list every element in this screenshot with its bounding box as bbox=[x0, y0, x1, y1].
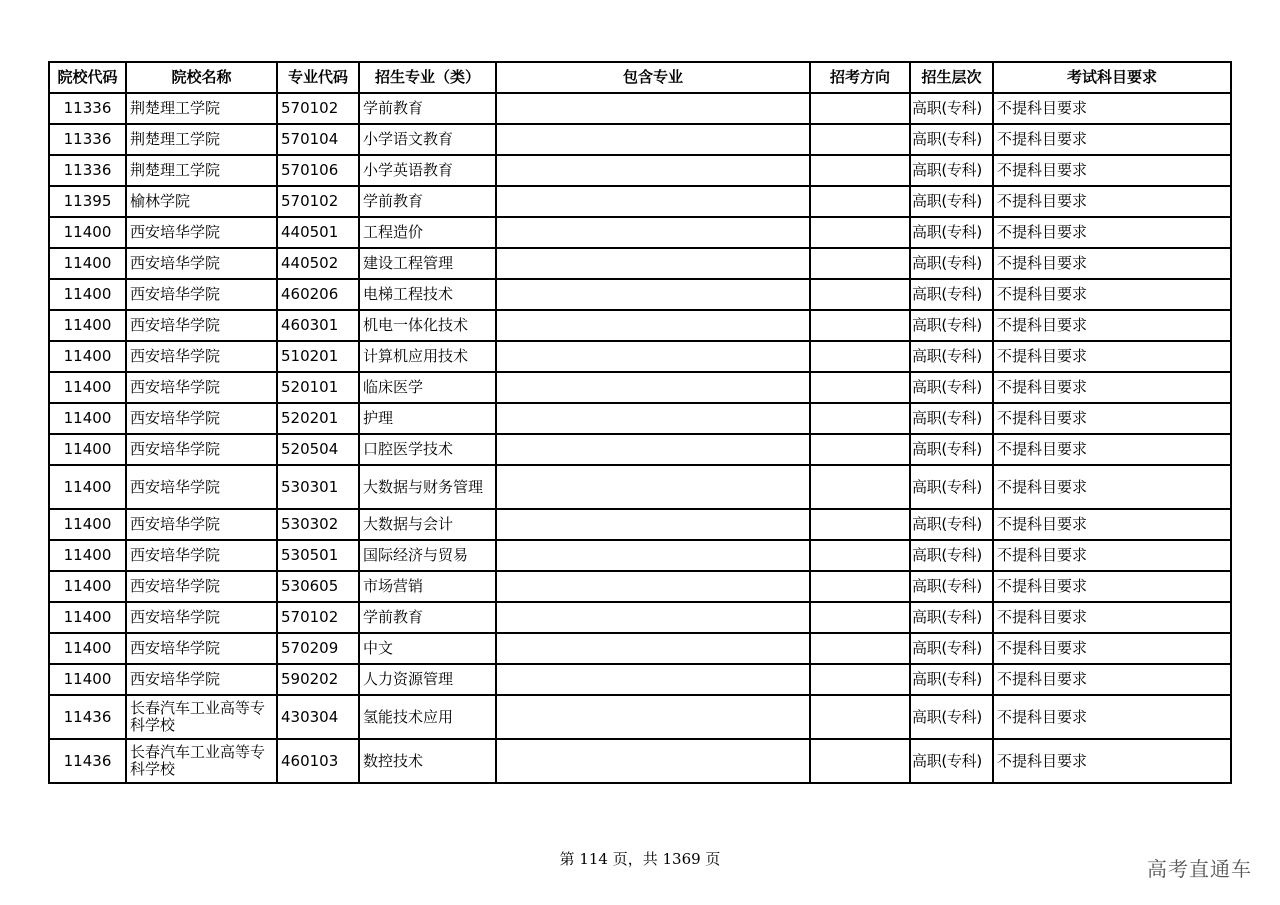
cell-school-code: 11400 bbox=[49, 571, 126, 602]
cell-included-majors bbox=[496, 664, 810, 695]
cell-major: 大数据与财务管理 bbox=[359, 465, 496, 509]
cell-subject-requirement: 不提科目要求 bbox=[993, 310, 1231, 341]
cell-direction bbox=[810, 739, 910, 783]
cell-major-code: 510201 bbox=[277, 341, 359, 372]
cell-direction bbox=[810, 372, 910, 403]
cell-subject-requirement: 不提科目要求 bbox=[993, 155, 1231, 186]
table-row bbox=[49, 310, 1231, 341]
cell-major-code: 520504 bbox=[277, 434, 359, 465]
cell-school-code: 11400 bbox=[49, 602, 126, 633]
cell-subject-requirement: 不提科目要求 bbox=[993, 509, 1231, 540]
cell-school-name: 西安培华学院 bbox=[126, 434, 277, 465]
cell-school-name: 荆楚理工学院 bbox=[126, 155, 277, 186]
cell-included-majors bbox=[496, 372, 810, 403]
cell-major: 口腔医学技术 bbox=[359, 434, 496, 465]
cell-major-code: 520101 bbox=[277, 372, 359, 403]
cell-included-majors bbox=[496, 509, 810, 540]
cell-school-name: 西安培华学院 bbox=[126, 403, 277, 434]
cell-level: 高职(专科) bbox=[910, 509, 993, 540]
cell-subject-requirement: 不提科目要求 bbox=[993, 664, 1231, 695]
cell-direction bbox=[810, 279, 910, 310]
cell-school-code: 11400 bbox=[49, 509, 126, 540]
cell-school-code: 11400 bbox=[49, 540, 126, 571]
page-number: 第 114 页，共 1369 页 bbox=[559, 850, 721, 868]
cell-included-majors bbox=[496, 695, 810, 739]
table-row bbox=[49, 124, 1231, 155]
cell-school-name: 荆楚理工学院 bbox=[126, 93, 277, 124]
table-row bbox=[49, 372, 1231, 403]
cell-level: 高职(专科) bbox=[910, 664, 993, 695]
cell-included-majors bbox=[496, 186, 810, 217]
cell-level: 高职(专科) bbox=[910, 571, 993, 602]
table-row bbox=[49, 93, 1231, 124]
cell-subject-requirement: 不提科目要求 bbox=[993, 124, 1231, 155]
cell-level: 高职(专科) bbox=[910, 124, 993, 155]
header-subject-requirement: 考试科目要求 bbox=[993, 62, 1231, 93]
cell-school-code: 11395 bbox=[49, 186, 126, 217]
cell-major-code: 570102 bbox=[277, 93, 359, 124]
cell-school-name: 荆楚理工学院 bbox=[126, 124, 277, 155]
header-row bbox=[49, 62, 1231, 93]
table-row bbox=[49, 434, 1231, 465]
cell-direction bbox=[810, 186, 910, 217]
cell-included-majors bbox=[496, 248, 810, 279]
cell-level: 高职(专科) bbox=[910, 186, 993, 217]
cell-included-majors bbox=[496, 403, 810, 434]
cell-subject-requirement: 不提科目要求 bbox=[993, 465, 1231, 509]
cell-direction bbox=[810, 571, 910, 602]
cell-included-majors bbox=[496, 633, 810, 664]
cell-subject-requirement: 不提科目要求 bbox=[993, 434, 1231, 465]
cell-subject-requirement: 不提科目要求 bbox=[993, 372, 1231, 403]
cell-level: 高职(专科) bbox=[910, 217, 993, 248]
cell-major: 数控技术 bbox=[359, 739, 496, 783]
table-body bbox=[49, 93, 1231, 783]
cell-level: 高职(专科) bbox=[910, 465, 993, 509]
cell-level: 高职(专科) bbox=[910, 310, 993, 341]
cell-direction bbox=[810, 695, 910, 739]
cell-level: 高职(专科) bbox=[910, 695, 993, 739]
cell-direction bbox=[810, 465, 910, 509]
cell-school-name: 西安培华学院 bbox=[126, 248, 277, 279]
cell-direction bbox=[810, 540, 910, 571]
table-row bbox=[49, 279, 1231, 310]
cell-level: 高职(专科) bbox=[910, 403, 993, 434]
header-level: 招生层次 bbox=[910, 62, 993, 93]
table-row bbox=[49, 540, 1231, 571]
cell-school-code: 11400 bbox=[49, 434, 126, 465]
cell-subject-requirement: 不提科目要求 bbox=[993, 403, 1231, 434]
cell-major: 计算机应用技术 bbox=[359, 341, 496, 372]
cell-school-code: 11336 bbox=[49, 155, 126, 186]
table-row bbox=[49, 633, 1231, 664]
cell-major-code: 570102 bbox=[277, 186, 359, 217]
header-direction: 招考方向 bbox=[810, 62, 910, 93]
cell-included-majors bbox=[496, 602, 810, 633]
table-row bbox=[49, 155, 1231, 186]
cell-included-majors bbox=[496, 341, 810, 372]
cell-major: 中文 bbox=[359, 633, 496, 664]
header-school-name: 院校名称 bbox=[126, 62, 277, 93]
cell-direction bbox=[810, 509, 910, 540]
cell-school-name: 长春汽车工业高等专科学校 bbox=[126, 695, 277, 739]
cell-level: 高职(专科) bbox=[910, 279, 993, 310]
cell-subject-requirement: 不提科目要求 bbox=[993, 93, 1231, 124]
cell-major-code: 570209 bbox=[277, 633, 359, 664]
cell-level: 高职(专科) bbox=[910, 739, 993, 783]
cell-major-code: 530501 bbox=[277, 540, 359, 571]
cell-level: 高职(专科) bbox=[910, 248, 993, 279]
cell-school-name: 西安培华学院 bbox=[126, 217, 277, 248]
cell-major-code: 570104 bbox=[277, 124, 359, 155]
cell-subject-requirement: 不提科目要求 bbox=[993, 602, 1231, 633]
cell-school-code: 11400 bbox=[49, 217, 126, 248]
cell-major-code: 530302 bbox=[277, 509, 359, 540]
cell-major: 临床医学 bbox=[359, 372, 496, 403]
cell-included-majors bbox=[496, 124, 810, 155]
cell-subject-requirement: 不提科目要求 bbox=[993, 540, 1231, 571]
table-row bbox=[49, 403, 1231, 434]
cell-major: 学前教育 bbox=[359, 93, 496, 124]
table-row bbox=[49, 695, 1231, 739]
cell-subject-requirement: 不提科目要求 bbox=[993, 186, 1231, 217]
cell-direction bbox=[810, 341, 910, 372]
cell-school-name: 西安培华学院 bbox=[126, 602, 277, 633]
cell-school-code: 11400 bbox=[49, 279, 126, 310]
cell-major-code: 460301 bbox=[277, 310, 359, 341]
cell-included-majors bbox=[496, 217, 810, 248]
cell-subject-requirement: 不提科目要求 bbox=[993, 341, 1231, 372]
cell-major: 建设工程管理 bbox=[359, 248, 496, 279]
cell-direction bbox=[810, 602, 910, 633]
cell-included-majors bbox=[496, 739, 810, 783]
cell-school-code: 11400 bbox=[49, 372, 126, 403]
cell-subject-requirement: 不提科目要求 bbox=[993, 739, 1231, 783]
table-row bbox=[49, 509, 1231, 540]
cell-major: 国际经济与贸易 bbox=[359, 540, 496, 571]
cell-school-code: 11400 bbox=[49, 310, 126, 341]
cell-major: 机电一体化技术 bbox=[359, 310, 496, 341]
table-row bbox=[49, 465, 1231, 509]
cell-level: 高职(专科) bbox=[910, 372, 993, 403]
cell-subject-requirement: 不提科目要求 bbox=[993, 633, 1231, 664]
cell-level: 高职(专科) bbox=[910, 93, 993, 124]
cell-major: 氢能技术应用 bbox=[359, 695, 496, 739]
cell-major: 人力资源管理 bbox=[359, 664, 496, 695]
cell-school-name: 西安培华学院 bbox=[126, 664, 277, 695]
cell-subject-requirement: 不提科目要求 bbox=[993, 571, 1231, 602]
cell-school-name: 西安培华学院 bbox=[126, 571, 277, 602]
table-row bbox=[49, 341, 1231, 372]
cell-level: 高职(专科) bbox=[910, 602, 993, 633]
table-row bbox=[49, 571, 1231, 602]
cell-major: 护理 bbox=[359, 403, 496, 434]
cell-major: 学前教育 bbox=[359, 602, 496, 633]
cell-school-code: 11400 bbox=[49, 664, 126, 695]
cell-major: 学前教育 bbox=[359, 186, 496, 217]
cell-direction bbox=[810, 217, 910, 248]
cell-included-majors bbox=[496, 571, 810, 602]
cell-major-code: 570102 bbox=[277, 602, 359, 633]
cell-included-majors bbox=[496, 155, 810, 186]
admissions-table bbox=[48, 61, 1232, 784]
cell-school-name: 长春汽车工业高等专科学校 bbox=[126, 739, 277, 783]
cell-direction bbox=[810, 310, 910, 341]
cell-major-code: 520201 bbox=[277, 403, 359, 434]
cell-level: 高职(专科) bbox=[910, 155, 993, 186]
cell-major-code: 570106 bbox=[277, 155, 359, 186]
cell-school-code: 11436 bbox=[49, 739, 126, 783]
cell-included-majors bbox=[496, 310, 810, 341]
cell-included-majors bbox=[496, 465, 810, 509]
header-major-code: 专业代码 bbox=[277, 62, 359, 93]
table-row bbox=[49, 186, 1231, 217]
cell-included-majors bbox=[496, 434, 810, 465]
cell-direction bbox=[810, 434, 910, 465]
cell-subject-requirement: 不提科目要求 bbox=[993, 279, 1231, 310]
cell-school-name: 西安培华学院 bbox=[126, 372, 277, 403]
watermark: 高考直通车 bbox=[1147, 857, 1252, 881]
cell-direction bbox=[810, 664, 910, 695]
cell-subject-requirement: 不提科目要求 bbox=[993, 248, 1231, 279]
header-included-majors: 包含专业 bbox=[496, 62, 810, 93]
cell-school-name: 西安培华学院 bbox=[126, 540, 277, 571]
table-row bbox=[49, 602, 1231, 633]
cell-direction bbox=[810, 403, 910, 434]
cell-school-name: 西安培华学院 bbox=[126, 279, 277, 310]
cell-major-code: 590202 bbox=[277, 664, 359, 695]
cell-school-code: 11400 bbox=[49, 403, 126, 434]
cell-subject-requirement: 不提科目要求 bbox=[993, 217, 1231, 248]
cell-school-code: 11400 bbox=[49, 633, 126, 664]
cell-major-code: 530301 bbox=[277, 465, 359, 509]
header-school-code: 院校代码 bbox=[49, 62, 126, 93]
cell-school-code: 11400 bbox=[49, 341, 126, 372]
cell-major: 大数据与会计 bbox=[359, 509, 496, 540]
cell-school-code: 11336 bbox=[49, 124, 126, 155]
cell-school-code: 11400 bbox=[49, 465, 126, 509]
cell-major-code: 460103 bbox=[277, 739, 359, 783]
cell-school-name: 西安培华学院 bbox=[126, 633, 277, 664]
cell-direction bbox=[810, 124, 910, 155]
cell-school-name: 榆林学院 bbox=[126, 186, 277, 217]
header-major: 招生专业（类） bbox=[359, 62, 496, 93]
cell-direction bbox=[810, 93, 910, 124]
cell-major-code: 430304 bbox=[277, 695, 359, 739]
table-row bbox=[49, 664, 1231, 695]
cell-major-code: 530605 bbox=[277, 571, 359, 602]
cell-level: 高职(专科) bbox=[910, 341, 993, 372]
cell-included-majors bbox=[496, 540, 810, 571]
cell-major: 市场营销 bbox=[359, 571, 496, 602]
cell-major-code: 440501 bbox=[277, 217, 359, 248]
cell-major: 小学语文教育 bbox=[359, 124, 496, 155]
table-row bbox=[49, 248, 1231, 279]
cell-school-name: 西安培华学院 bbox=[126, 465, 277, 509]
cell-major-code: 440502 bbox=[277, 248, 359, 279]
cell-major: 工程造价 bbox=[359, 217, 496, 248]
cell-subject-requirement: 不提科目要求 bbox=[993, 695, 1231, 739]
cell-direction bbox=[810, 155, 910, 186]
cell-school-name: 西安培华学院 bbox=[126, 310, 277, 341]
cell-direction bbox=[810, 248, 910, 279]
cell-school-code: 11436 bbox=[49, 695, 126, 739]
cell-major: 电梯工程技术 bbox=[359, 279, 496, 310]
cell-level: 高职(专科) bbox=[910, 434, 993, 465]
table-row bbox=[49, 217, 1231, 248]
cell-major-code: 460206 bbox=[277, 279, 359, 310]
cell-direction bbox=[810, 633, 910, 664]
cell-school-name: 西安培华学院 bbox=[126, 509, 277, 540]
cell-included-majors bbox=[496, 93, 810, 124]
table-row bbox=[49, 739, 1231, 783]
cell-major: 小学英语教育 bbox=[359, 155, 496, 186]
cell-school-name: 西安培华学院 bbox=[126, 341, 277, 372]
cell-level: 高职(专科) bbox=[910, 633, 993, 664]
cell-school-code: 11400 bbox=[49, 248, 126, 279]
cell-school-code: 11336 bbox=[49, 93, 126, 124]
cell-level: 高职(专科) bbox=[910, 540, 993, 571]
cell-included-majors bbox=[496, 279, 810, 310]
